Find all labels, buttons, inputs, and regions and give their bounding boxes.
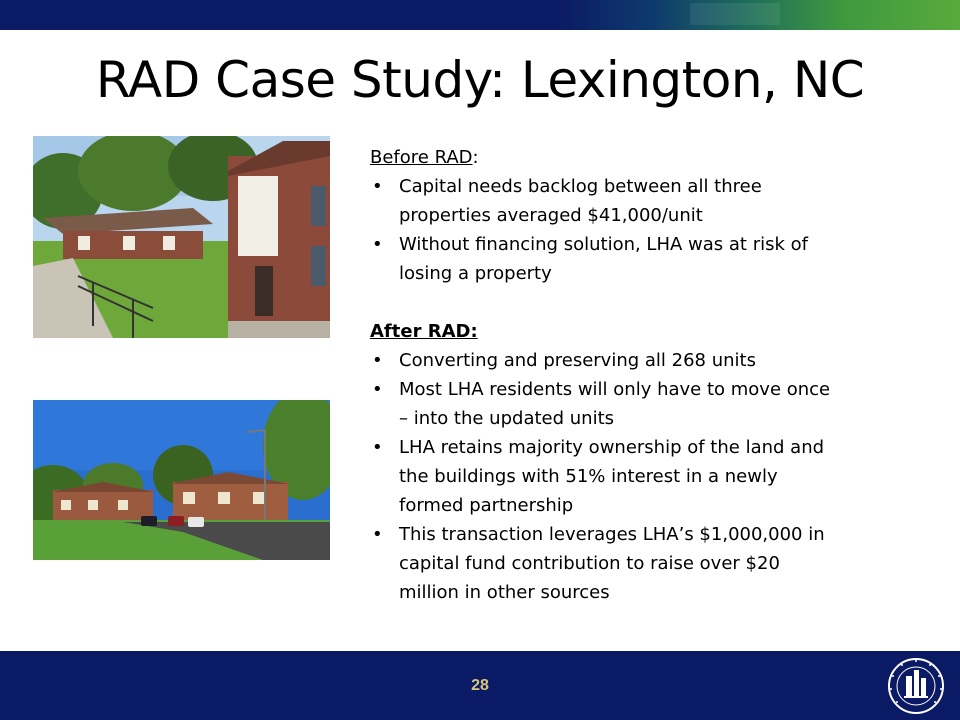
bullet-item: • LHA retains majority ownership of the land and the buildings with 51% interest in a newly formed partnership (370, 433, 840, 520)
section-spacer (370, 288, 840, 317)
after-rad-heading (370, 317, 840, 346)
after-rad-list (370, 346, 840, 607)
slide-body (370, 143, 840, 607)
bullet-item: • Without financing solution, LHA was at risk of losing a property (370, 230, 840, 288)
after-rad-heading-label: After RAD: (370, 321, 478, 342)
bullet-item: • Most LHA residents will only have to move once – into the updated units (370, 375, 840, 433)
before-rad-heading-label: Before RAD (370, 147, 473, 168)
hud-seal-logo (880, 656, 952, 716)
top-band-watermark (690, 3, 780, 25)
footer-band (0, 651, 960, 720)
bullet-item: • Converting and preserving all 268 units (370, 346, 840, 375)
bullet-item: • Capital needs backlog between all three properties averaged $41,000/unit (370, 172, 840, 230)
bullet-item: • This transaction leverages LHA’s $1,000,000 in capital fund contribution to raise over $20 million in other sources (370, 520, 840, 607)
brick-apartments-before-photo (33, 136, 330, 338)
page-number: 28 (471, 677, 489, 694)
top-color-band (0, 0, 960, 30)
slide-title: RAD Case Study: Lexington, NC (95, 51, 865, 109)
before-rad-heading (370, 143, 840, 172)
before-rad-list (370, 172, 840, 288)
before-rad-heading-colon: : (472, 147, 479, 168)
apartments-parking-lot-photo (33, 400, 330, 560)
